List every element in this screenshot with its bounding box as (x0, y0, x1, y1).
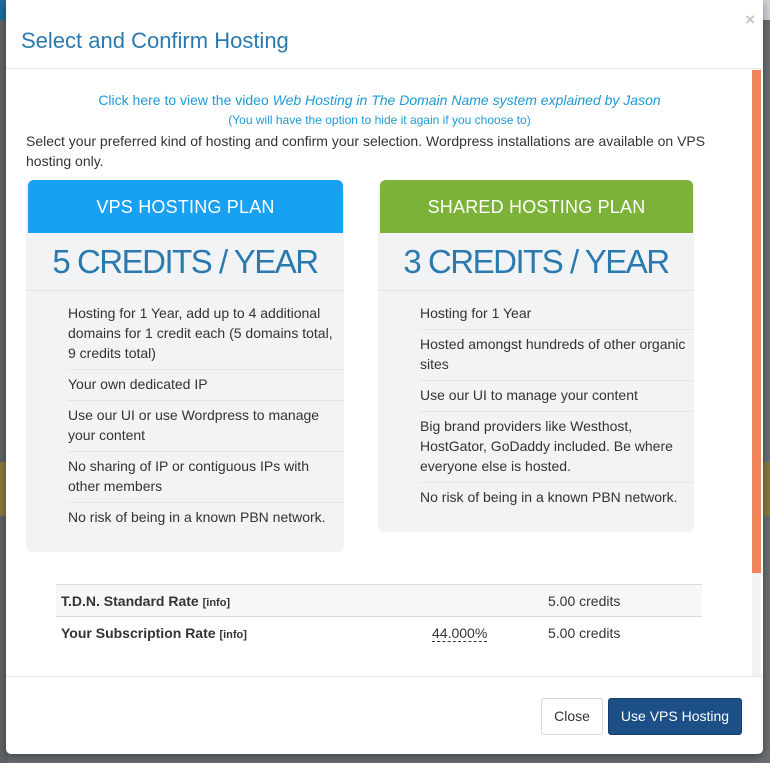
modal-header (6, 0, 763, 69)
vps-plan-price: 5 CREDITS / YEAR (26, 233, 344, 291)
vps-feature: No sharing of IP or contiguous IPs with other members (68, 452, 344, 503)
vps-feature: No risk of being in a known PBN network. (68, 509, 326, 525)
shared-plan-price: 3 CREDITS / YEAR (378, 233, 694, 291)
scrollbar-thumb[interactable] (752, 70, 761, 573)
video-link-prefix[interactable]: Click here to view the video (98, 92, 273, 108)
background-warning-band-right (762, 462, 770, 516)
shared-feature: Hosted amongst hundreds of other organic sites (420, 330, 694, 381)
subscription-rate-label: Your Subscription Rate (61, 624, 216, 641)
hosting-modal (6, 0, 763, 754)
shared-plan-title: SHARED HOSTING PLAN (380, 180, 693, 233)
video-link[interactable] (6, 92, 753, 108)
standard-rate-info-link[interactable]: [info] (202, 596, 231, 609)
shared-feature-list (378, 291, 694, 513)
shared-feature: No risk of being in a known PBN network. (420, 489, 678, 505)
standard-rate-label: T.D.N. Standard Rate (61, 592, 199, 609)
shared-plan-card[interactable] (378, 180, 694, 532)
shared-feature: Big brand providers like Westhost, HostGator, GoDaddy included. Be where everyone else is hosted. (420, 412, 694, 483)
subscription-rate-row (56, 617, 702, 649)
close-icon[interactable]: × (745, 10, 755, 29)
modal-scrollbar[interactable] (752, 70, 761, 676)
shared-feature: Hosting for 1 Year (420, 299, 694, 330)
vps-plan-title: VPS HOSTING PLAN (28, 180, 343, 233)
vps-feature: Your own dedicated IP (68, 370, 344, 401)
intro-text: Select your preferred kind of hosting and confirm your selection. Wordpress installations are available on VPS hosting only. (26, 133, 706, 169)
close-button[interactable]: Close (541, 698, 603, 735)
subscription-rate-credits: 5.00 credits (548, 617, 702, 649)
modal-body (6, 70, 763, 676)
vps-feature-list (26, 291, 344, 533)
use-vps-hosting-button[interactable]: Use VPS Hosting (608, 698, 742, 735)
subscription-rate-percent[interactable]: 44.000% (432, 624, 488, 641)
modal-title: Select and Confirm Hosting (21, 28, 289, 53)
standard-rate-row (56, 585, 702, 617)
subscription-rate-cell (56, 617, 426, 649)
vps-feature: Use our UI or use Wordpress to manage your content (68, 401, 344, 452)
modal-footer (6, 676, 763, 754)
standard-rate-credits: 5.00 credits (548, 585, 702, 617)
vps-feature: Hosting for 1 Year, add up to 4 additional domains for 1 credit each (5 domains total, 9 credits total) (68, 299, 344, 370)
video-note: (You will have the option to hide it again if you choose to) (228, 113, 531, 127)
video-link-title[interactable]: Web Hosting in The Domain Name system explained by Jason (272, 92, 661, 108)
standard-rate-percent (426, 585, 548, 617)
standard-rate-cell (56, 585, 426, 617)
vps-plan-card[interactable] (26, 180, 344, 552)
shared-feature: Use our UI to manage your content (420, 381, 694, 412)
subscription-rate-info-link[interactable]: [info] (219, 628, 247, 641)
rates-table (56, 584, 702, 649)
subscription-rate-percent-cell (426, 617, 548, 649)
